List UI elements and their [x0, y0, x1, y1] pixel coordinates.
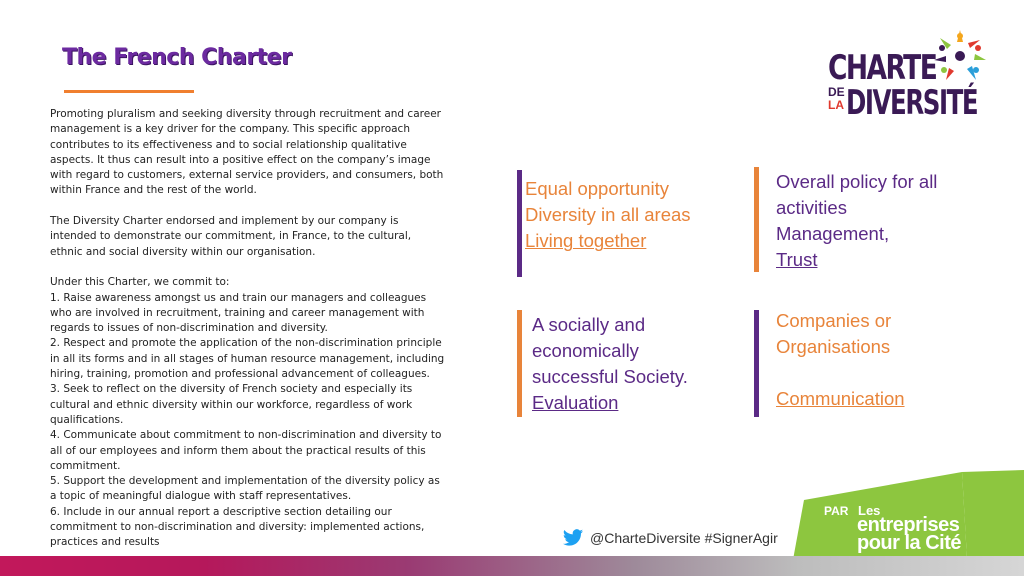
commitment-item: 3. Seek to reflect on the diversity of French society and especially its cultural and ethnic diversity within our workforce, regardless of work qualifications.: [50, 383, 413, 426]
commitments-intro: Under this Charter, we commit to:: [50, 276, 230, 289]
commitments-list: [50, 275, 445, 550]
block-4-line-1: Companies or: [776, 310, 892, 331]
block-2-bar: [754, 167, 759, 272]
commitment-item: 5. Support the development and implementation of the diversity policy as a topic of meaningful dialogue with staff representatives.: [50, 475, 440, 503]
block-2: [776, 169, 937, 273]
title-underline: [64, 90, 194, 93]
charter-text: [50, 107, 445, 551]
commitment-item: 1. Raise awareness amongst us and train our managers and colleagues who are involved in recruitment, training and career management with regards to issues of non-discrimination and diversity.: [50, 291, 427, 335]
badge-les: Les: [858, 503, 881, 518]
charte-diversite-logo: [826, 28, 986, 123]
logo-de: DE: [828, 85, 845, 99]
block-1-line-1: Equal opportunity: [525, 178, 669, 199]
block-3-line-2: economically: [532, 340, 639, 361]
block-1-line-3: Living together: [525, 230, 647, 251]
badge-par: PAR: [824, 504, 849, 518]
block-4: [776, 308, 905, 412]
logo-line-2: DIVERSITÉ: [846, 83, 978, 123]
logo-line-1: CHARTE: [828, 48, 937, 88]
twitter-handle-text: @CharteDiversite #SignerAgir: [590, 530, 778, 546]
block-4-spacer: [776, 360, 905, 386]
twitter-bird-icon: [562, 527, 584, 549]
block-3: [532, 312, 688, 416]
block-2-line-3: Management,: [776, 223, 890, 244]
badge-pour-la-cite: pour la Cité: [857, 532, 962, 554]
logo-la: LA: [828, 98, 844, 112]
block-4-line-2: Organisations: [776, 336, 891, 357]
block-2-line-2: activities: [776, 197, 847, 218]
block-3-line-4: Evaluation: [532, 392, 619, 413]
block-3-line-1: A socially and: [532, 314, 646, 335]
bottom-gradient-strip: [0, 556, 1024, 576]
commitment-item: 4. Communicate about commitment to non-discrimination and diversity to all of our employees and inform them about the practical results of this commitment.: [50, 429, 442, 472]
block-1-line-2: Diversity in all areas: [525, 204, 691, 225]
block-2-line-4: Trust: [776, 249, 818, 270]
commitment-item: 2. Respect and promote the application of the non-discrimination principle in all its forms and in all stages of human resource management, including hiring, training, promotion and professional advancement of colleagues.: [50, 337, 445, 381]
page-title: The French Charter: [62, 45, 292, 70]
block-1-bar: [517, 170, 522, 277]
block-1: [525, 176, 691, 254]
intro-paragraph-2: The Diversity Charter endorsed and implement by our company is intended to demonstrate our commitment, in France, to the cultural, ethnic and social diversity within our organisation.: [50, 215, 412, 258]
block-4-line-3: Communication: [776, 388, 905, 409]
block-4-bar: [754, 310, 759, 417]
intro-paragraph-1: Promoting pluralism and seeking diversity through recruitment and career management is a key driver for the company. This specific approach contributes to its effectiveness and to social relationship qualitative aspects. It thus can result into a positive effect on the company’s image with regard to customers, external service providers, and consumers, both within France and the rest of the world.: [50, 108, 444, 197]
block-2-line-1: Overall policy for all: [776, 171, 938, 192]
block-3-bar: [517, 310, 522, 417]
commitment-item: 6. Include in our annual report a descriptive section detailing our commitment to non-discrimination and diversity: implemented actions, practices and results: [50, 505, 425, 549]
diversity-stars-icon: [932, 28, 988, 84]
badge-entreprises: entreprises: [857, 514, 960, 536]
twitter-handle[interactable]: [562, 527, 778, 549]
block-3-line-3: successful Society.: [532, 366, 688, 387]
